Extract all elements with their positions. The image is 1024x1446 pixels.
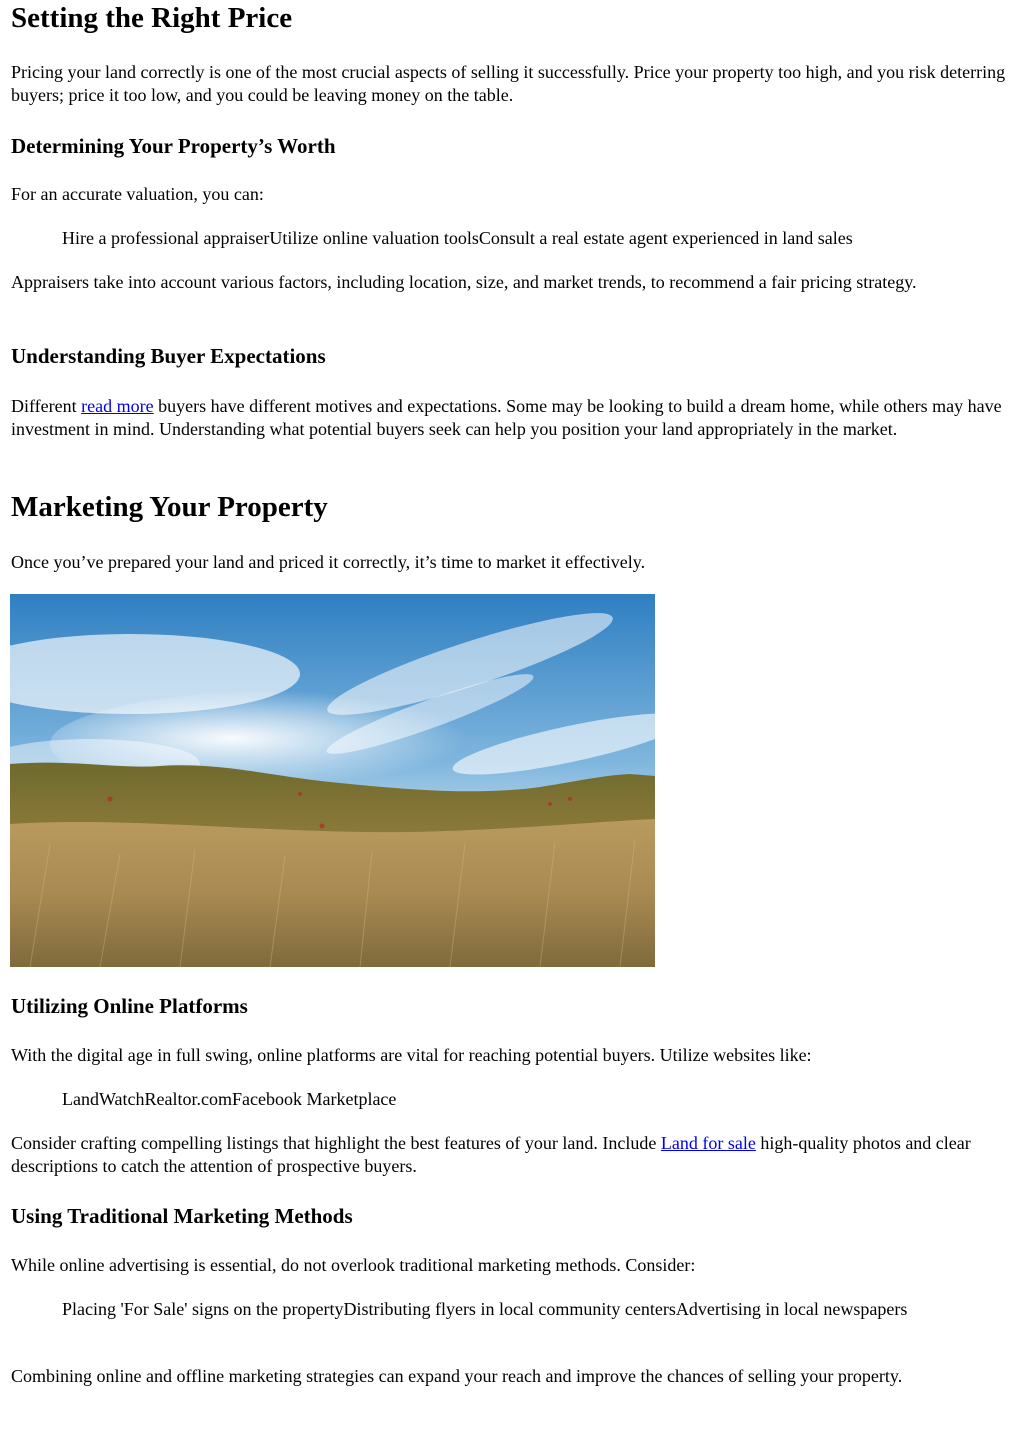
- heading-traditional-marketing: Using Traditional Marketing Methods: [11, 1204, 353, 1228]
- list-traditional-methods: Placing 'For Sale' signs on the propertyDistributing flyers in local community centersAdvertising in local newspapers: [62, 1299, 908, 1319]
- list-online-websites: LandWatchRealtor.comFacebook Marketplace: [62, 1089, 397, 1109]
- landscape-photo: [10, 594, 655, 967]
- listing-text-before: Consider crafting compelling listings that highlight the best features of your land. Include: [11, 1133, 661, 1153]
- paragraph-combining-strategies: Combining online and offline marketing strategies can expand your reach and improve the chances of selling your property.: [11, 1366, 903, 1386]
- land-for-sale-link[interactable]: Land for sale: [660, 1133, 756, 1153]
- heading-online-platforms: Utilizing Online Platforms: [11, 994, 248, 1018]
- paragraph-buyer-motives: [11, 395, 1011, 441]
- paragraph-online-lead: With the digital age in full swing, online platforms are vital for reaching potential buyers. Utilize websites like:: [11, 1045, 812, 1065]
- heading-setting-right-price: Setting the Right Price: [11, 2, 293, 34]
- heading-buyer-expectations: Understanding Buyer Expectations: [11, 344, 326, 368]
- buyer-text-after: buyers have different motives and expectations. Some may be looking to build a dream home, while others may have investment in mind. Understanding what potential buyers seek can help you position your land appropriately in the market.: [11, 396, 1002, 439]
- buyer-text-before: Different: [11, 396, 82, 416]
- paragraph-pricing-intro: Pricing your land correctly is one of the most crucial aspects of selling it successfully. Price your property too high, and you risk deterring buyers; price it too low, and you could be leaving money on the table.: [11, 62, 1006, 105]
- paragraph-listings: [11, 1132, 1011, 1178]
- read-more-link[interactable]: read more: [81, 396, 154, 416]
- listing-text-after: high-quality photos and clear descriptions to catch the attention of prospective buyers.: [11, 1133, 971, 1176]
- list-valuation-options: Hire a professional appraiserUtilize online valuation toolsConsult a real estate agent experienced in land sales: [62, 228, 853, 248]
- heading-marketing-property: Marketing Your Property: [11, 491, 328, 523]
- paragraph-traditional-lead: While online advertising is essential, do not overlook traditional marketing methods. Consider:: [11, 1255, 696, 1275]
- paragraph-marketing-intro: Once you’ve prepared your land and priced it correctly, it’s time to market it effectively.: [11, 552, 646, 572]
- paragraph-valuation-lead: For an accurate valuation, you can:: [11, 184, 264, 204]
- paragraph-appraisers: Appraisers take into account various factors, including location, size, and market trends, to recommend a fair pricing strategy.: [11, 272, 917, 292]
- heading-property-worth: Determining Your Property’s Worth: [11, 134, 336, 158]
